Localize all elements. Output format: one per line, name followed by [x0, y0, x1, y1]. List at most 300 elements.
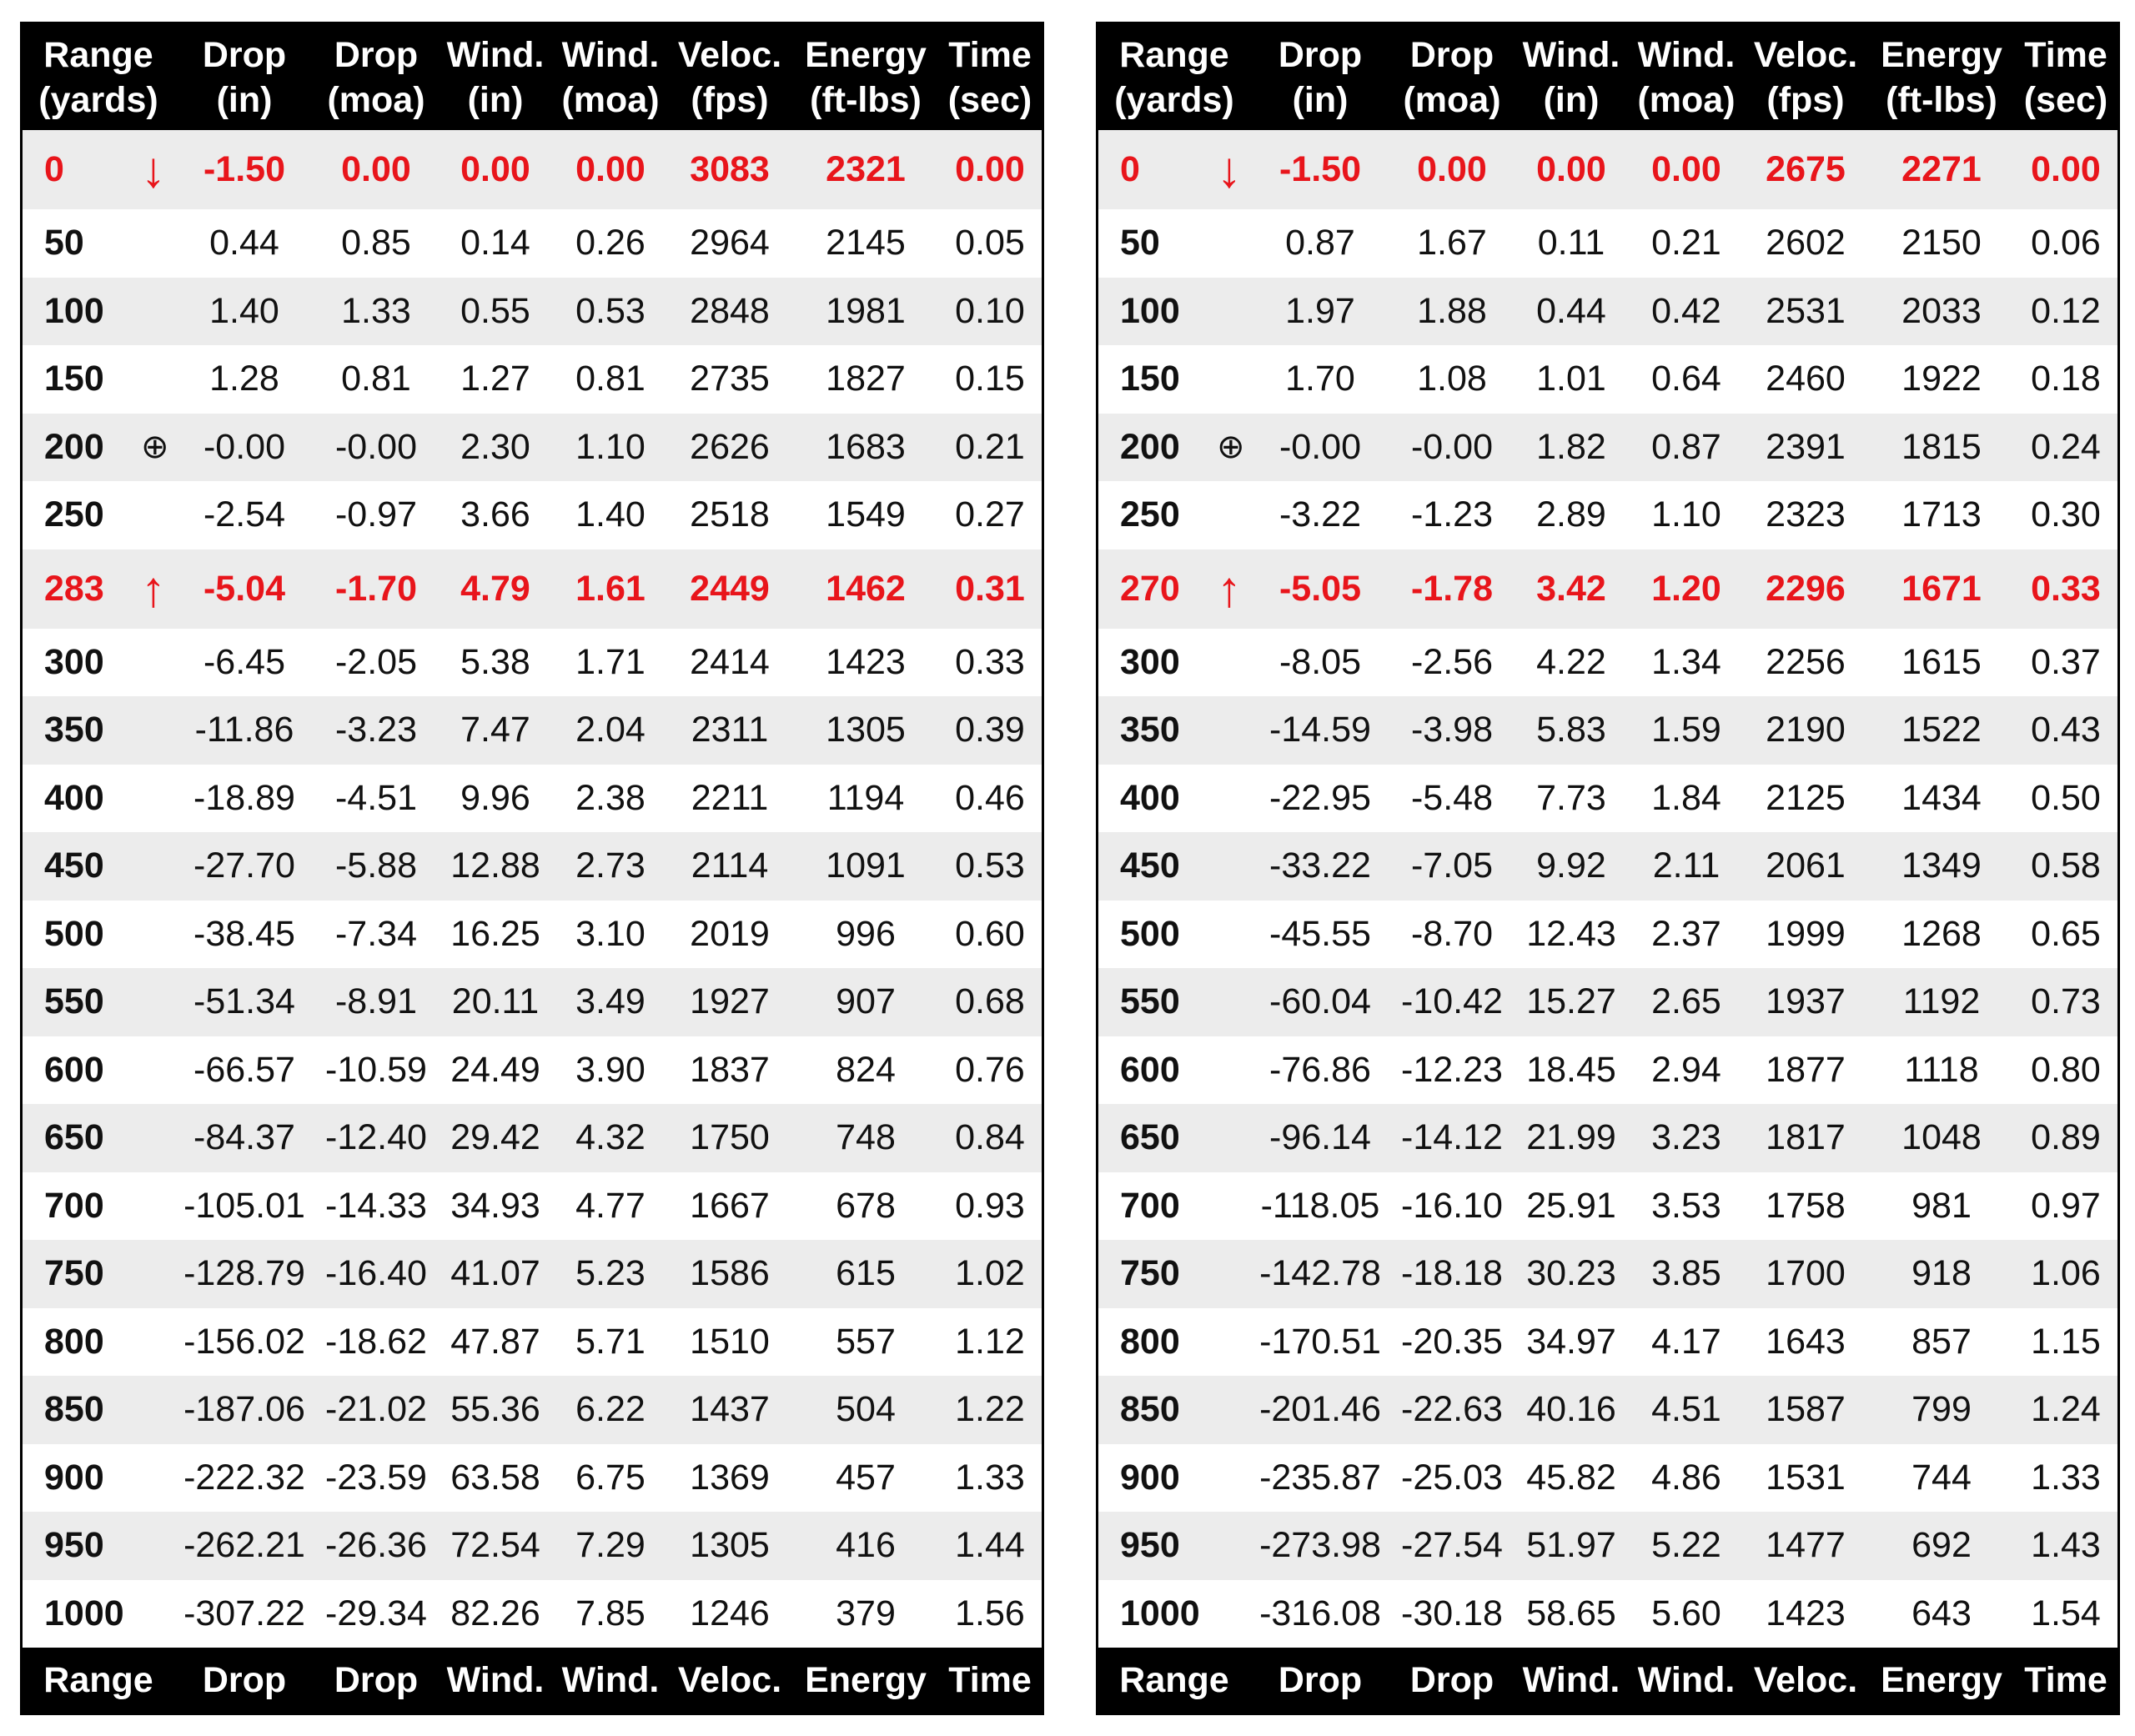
wind-in-cell: 12.43 [1526, 913, 1616, 954]
wind-in-cell: 82.26 [450, 1593, 540, 1633]
table-body [1098, 130, 2117, 1648]
range-cell [1098, 1322, 1250, 1362]
energy-cell: 504 [836, 1389, 896, 1430]
velocity-cell: 1937 [1766, 981, 1846, 1022]
ballistics-table-right [1096, 22, 2120, 1715]
table-row [1098, 696, 2117, 765]
time-cell: 0.93 [955, 1185, 1025, 1226]
wind-moa-cell: 2.73 [575, 845, 646, 886]
arrow-down-icon: ↓ [141, 142, 166, 198]
range-value: 250 [44, 494, 104, 535]
table-row [1098, 832, 2117, 901]
table-row [23, 696, 1042, 765]
energy-cell: 1192 [1902, 981, 1981, 1022]
range-value: 450 [44, 845, 104, 886]
range-value: 400 [44, 777, 104, 818]
range-value: 950 [44, 1525, 104, 1566]
drop-in-cell: -14.59 [1269, 710, 1371, 750]
range-cell [1098, 1117, 1250, 1158]
column-header-line: Veloc. [1753, 34, 1858, 75]
wind-in-cell: 1.01 [1536, 359, 1606, 399]
drop-in-cell: -96.14 [1269, 1117, 1371, 1158]
range-value: 750 [44, 1253, 104, 1294]
column-header-line: (fps) [691, 79, 769, 120]
velocity-cell: 2190 [1766, 710, 1846, 750]
drop-moa-cell: -25.03 [1401, 1457, 1503, 1498]
velocity-cell: 1758 [1766, 1185, 1846, 1226]
time-cell: 1.56 [955, 1593, 1025, 1633]
energy-cell: 1815 [1901, 426, 1982, 467]
column-footer-velocity: Veloc. [1753, 1659, 1858, 1700]
range-value: 200 [44, 426, 104, 467]
wind-in-cell: 0.44 [1536, 290, 1606, 331]
arrow-up-icon: ↑ [141, 560, 166, 617]
wind-in-cell: 1.82 [1536, 426, 1606, 467]
column-header-range [23, 24, 174, 130]
range-cell [23, 1322, 174, 1362]
wind-moa-cell: 0.00 [1651, 149, 1721, 189]
column-header-line: (in) [1292, 79, 1349, 120]
column-header-line: Time [948, 34, 1032, 75]
drop-in-cell: -2.54 [203, 494, 285, 535]
time-cell: 1.33 [2031, 1457, 2101, 1498]
range-cell [23, 141, 174, 198]
time-cell: 0.31 [955, 568, 1025, 609]
wind-in-cell: 41.07 [450, 1253, 540, 1294]
column-footer-range: Range [1119, 1659, 1229, 1700]
table-row [23, 968, 1042, 1036]
drop-moa-cell: 0.85 [341, 223, 411, 263]
drop-in-cell: -316.08 [1259, 1593, 1381, 1633]
range-value: 700 [44, 1185, 104, 1226]
wind-in-cell: 2.89 [1536, 494, 1606, 535]
range-cell [1098, 1593, 1250, 1634]
column-header-line: (yards) [1114, 79, 1234, 120]
drop-moa-cell: 1.08 [1417, 359, 1487, 399]
table-row [1098, 130, 2117, 209]
drop-in-cell: -222.32 [183, 1457, 305, 1498]
wind-moa-cell: 3.90 [575, 1049, 646, 1090]
table-row [1098, 968, 2117, 1036]
wind-moa-cell: 1.40 [575, 494, 646, 535]
drop-moa-cell: -23.59 [325, 1457, 427, 1498]
range-cell [23, 1050, 174, 1091]
wind-in-cell: 0.00 [460, 149, 530, 189]
range-cell [23, 1117, 174, 1158]
velocity-cell: 2675 [1766, 149, 1846, 189]
wind-in-cell: 15.27 [1526, 981, 1616, 1022]
time-cell: 0.33 [2031, 568, 2101, 609]
drop-moa-cell: -5.48 [1410, 777, 1493, 818]
table-row [23, 1512, 1042, 1580]
wind-moa-cell: 2.38 [575, 777, 646, 818]
drop-in-cell: -118.05 [1260, 1185, 1380, 1226]
energy-cell: 1827 [826, 359, 906, 399]
drop-moa-cell: -2.56 [1410, 641, 1493, 682]
drop-in-cell: -60.04 [1269, 981, 1371, 1022]
drop-in-cell: -5.04 [203, 568, 285, 609]
drop-in-cell: -33.22 [1269, 845, 1371, 886]
time-cell: 0.73 [2031, 981, 2101, 1022]
drop-moa-cell: -4.51 [334, 777, 417, 818]
wind-in-cell: 45.82 [1526, 1457, 1616, 1498]
table-row [1098, 1376, 2117, 1444]
column-header-line: (moa) [561, 79, 660, 120]
table-row [1098, 1512, 2117, 1580]
drop-moa-cell: -0.00 [334, 426, 417, 467]
energy-cell: 379 [836, 1593, 896, 1633]
column-footer-drop-moa: Drop [1409, 1659, 1494, 1700]
drop-moa-cell: -29.34 [325, 1593, 427, 1633]
wind-in-cell: 4.22 [1536, 641, 1606, 682]
range-value: 600 [1120, 1049, 1180, 1090]
range-value: 300 [1120, 641, 1180, 682]
time-cell: 0.50 [2031, 777, 2101, 818]
time-cell: 0.21 [955, 426, 1025, 467]
time-cell: 1.33 [955, 1457, 1025, 1498]
column-header-line: Range [1119, 34, 1229, 75]
wind-in-cell: 18.45 [1526, 1049, 1616, 1090]
velocity-cell: 1437 [690, 1389, 770, 1430]
time-cell: 0.05 [955, 223, 1025, 263]
velocity-cell: 1750 [690, 1117, 770, 1158]
table-row [23, 1104, 1042, 1172]
velocity-cell: 1423 [1766, 1593, 1846, 1633]
time-cell: 0.37 [2031, 641, 2101, 682]
velocity-cell: 1531 [1766, 1457, 1846, 1498]
energy-cell: 1981 [826, 290, 906, 331]
drop-moa-cell: -5.88 [334, 845, 417, 886]
wind-in-cell: 9.92 [1536, 845, 1606, 886]
energy-cell: 981 [1911, 1185, 1972, 1226]
range-value: 800 [44, 1321, 104, 1362]
range-value: 270 [1120, 568, 1180, 609]
drop-moa-cell: -16.10 [1401, 1185, 1503, 1226]
time-cell: 0.65 [2031, 913, 2101, 954]
drop-in-cell: 1.97 [1285, 290, 1355, 331]
wind-in-cell: 0.11 [1537, 223, 1605, 263]
wind-moa-cell: 2.04 [575, 710, 646, 750]
wind-in-cell: 3.42 [1536, 568, 1606, 609]
drop-in-cell: -3.22 [1278, 494, 1361, 535]
wind-in-cell: 63.58 [450, 1457, 540, 1498]
table-row [1098, 1036, 2117, 1105]
range-value: 250 [1120, 494, 1180, 535]
wind-in-cell: 0.14 [460, 223, 530, 263]
table-row [1098, 209, 2117, 278]
column-footer-wind-in: Wind. [446, 1659, 545, 1700]
wind-in-cell: 4.79 [460, 568, 530, 609]
drop-in-cell: -187.06 [183, 1389, 305, 1430]
velocity-cell: 2518 [690, 494, 770, 535]
arrow-up-icon: ↑ [1217, 560, 1242, 617]
energy-cell: 1671 [1901, 568, 1982, 609]
energy-cell: 643 [1911, 1593, 1972, 1633]
range-value: 0 [44, 149, 64, 189]
table-row [23, 345, 1042, 414]
drop-in-cell: -11.86 [194, 710, 294, 750]
drop-in-cell: -18.89 [193, 777, 295, 818]
range-cell [1098, 1389, 1250, 1430]
velocity-cell: 2323 [1766, 494, 1846, 535]
range-value: 550 [1120, 981, 1180, 1022]
drop-in-cell: -170.51 [1259, 1321, 1381, 1362]
range-value: 300 [44, 641, 104, 682]
range-cell [1098, 981, 1250, 1022]
range-value: 50 [44, 223, 84, 263]
column-header-line: (in) [467, 79, 524, 120]
time-cell: 0.97 [2031, 1185, 2101, 1226]
wind-moa-cell: 1.20 [1651, 568, 1721, 609]
range-cell [23, 1458, 174, 1498]
wind-moa-cell: 0.42 [1651, 290, 1721, 331]
time-cell: 0.12 [2031, 290, 2101, 331]
table-row [23, 832, 1042, 901]
energy-cell: 2145 [826, 223, 906, 263]
table-row [1098, 1172, 2117, 1241]
column-header-line: (moa) [1403, 79, 1501, 120]
wind-moa-cell: 5.71 [575, 1321, 646, 1362]
wind-moa-cell: 6.22 [575, 1389, 646, 1430]
table-row [23, 481, 1042, 549]
range-value: 500 [1120, 913, 1180, 954]
wind-moa-cell: 1.10 [575, 426, 646, 467]
drop-moa-cell: -14.33 [325, 1185, 427, 1226]
drop-moa-cell: -16.40 [325, 1253, 427, 1294]
table-row [1098, 1580, 2117, 1648]
energy-cell: 2033 [1901, 290, 1982, 331]
range-cell [1098, 778, 1250, 819]
range-value: 150 [1120, 359, 1180, 399]
column-header-wind-in [1514, 24, 1629, 130]
column-header-line: Wind. [1522, 34, 1620, 75]
column-footer-wind-moa: Wind. [561, 1659, 660, 1700]
drop-in-cell: -8.05 [1278, 641, 1361, 682]
table-row [23, 1240, 1042, 1308]
drop-moa-cell: -21.02 [325, 1389, 427, 1430]
time-cell: 0.00 [955, 149, 1025, 189]
range-cell [23, 1593, 174, 1634]
range-value: 100 [44, 290, 104, 331]
wind-moa-cell: 0.00 [575, 149, 646, 189]
energy-cell: 907 [836, 981, 896, 1022]
drop-in-cell: -156.02 [183, 1321, 305, 1362]
column-footer-time: Time [948, 1659, 1032, 1700]
velocity-cell: 2114 [691, 845, 769, 886]
wind-in-cell: 12.88 [450, 845, 540, 886]
range-cell [23, 291, 174, 332]
range-cell [1098, 223, 1250, 263]
range-value: 0 [1120, 149, 1140, 189]
wind-moa-cell: 3.53 [1651, 1185, 1721, 1226]
column-footer-energy: Energy [805, 1659, 927, 1700]
velocity-cell: 2311 [691, 710, 769, 750]
table-row [23, 414, 1042, 482]
table-row [23, 1308, 1042, 1377]
time-cell: 0.60 [955, 913, 1025, 954]
velocity-cell: 2964 [690, 223, 770, 263]
drop-moa-cell: 1.88 [1417, 290, 1487, 331]
drop-in-cell: 1.70 [1285, 359, 1355, 399]
column-header-energy [1867, 24, 2016, 130]
column-header-line: (in) [1543, 79, 1600, 120]
velocity-cell: 1877 [1766, 1049, 1846, 1090]
velocity-cell: 1510 [690, 1321, 770, 1362]
time-cell: 0.15 [955, 359, 1025, 399]
range-value: 350 [44, 710, 104, 750]
table-row [1098, 901, 2117, 969]
range-value: 200 [1120, 426, 1180, 467]
wind-moa-cell: 3.23 [1651, 1117, 1721, 1158]
range-value: 900 [1120, 1457, 1180, 1498]
velocity-cell: 2125 [1766, 777, 1846, 818]
range-cell [1098, 560, 1250, 618]
drop-moa-cell: -0.97 [334, 494, 417, 535]
column-footer-energy: Energy [1881, 1659, 2002, 1700]
range-cell [1098, 1525, 1250, 1566]
wind-in-cell: 47.87 [450, 1321, 540, 1362]
range-cell [1098, 1050, 1250, 1091]
time-cell: 0.24 [2031, 426, 2101, 467]
wind-in-cell: 7.73 [1536, 777, 1606, 818]
table-row [23, 629, 1042, 697]
velocity-cell: 2626 [690, 426, 770, 467]
wind-moa-cell: 3.49 [575, 981, 646, 1022]
drop-in-cell: -262.21 [183, 1525, 305, 1566]
table-row [23, 901, 1042, 969]
energy-cell: 748 [836, 1117, 896, 1158]
column-header-line: Energy [1881, 34, 2002, 75]
energy-cell: 799 [1911, 1389, 1972, 1430]
time-cell: 1.15 [2031, 1321, 2101, 1362]
wind-in-cell: 9.96 [460, 777, 530, 818]
range-cell [1098, 141, 1250, 198]
wind-moa-cell: 1.34 [1651, 641, 1721, 682]
energy-cell: 996 [836, 913, 896, 954]
wind-moa-cell: 4.17 [1651, 1321, 1721, 1362]
range-cell [23, 359, 174, 399]
drop-moa-cell: -26.36 [325, 1525, 427, 1566]
range-value: 900 [44, 1457, 104, 1498]
drop-moa-cell: 0.00 [1417, 149, 1487, 189]
time-cell: 0.39 [955, 710, 1025, 750]
column-header-line: (in) [216, 79, 273, 120]
range-cell [1098, 710, 1250, 750]
table-row [23, 130, 1042, 209]
wind-in-cell: 34.93 [450, 1185, 540, 1226]
ballistics-table-left [20, 22, 1044, 1715]
drop-moa-cell: 0.81 [341, 359, 411, 399]
velocity-cell: 1667 [690, 1185, 770, 1226]
time-cell: 0.84 [955, 1117, 1025, 1158]
wind-in-cell: 30.23 [1526, 1253, 1616, 1294]
velocity-cell: 2391 [1766, 426, 1846, 467]
range-cell [23, 427, 174, 468]
drop-moa-cell: -22.63 [1401, 1389, 1503, 1430]
drop-in-cell: -51.34 [193, 981, 295, 1022]
range-cell [23, 914, 174, 955]
time-cell: 0.68 [955, 981, 1025, 1022]
drop-moa-cell: -1.23 [1410, 494, 1493, 535]
column-header-velocity [1744, 24, 1867, 130]
drop-moa-cell: -7.34 [334, 913, 417, 954]
table-row [23, 1376, 1042, 1444]
table-row [23, 549, 1042, 629]
energy-cell: 1713 [1901, 494, 1982, 535]
drop-moa-cell: -18.62 [325, 1321, 427, 1362]
table-row [1098, 1104, 2117, 1172]
drop-moa-cell: -27.54 [1401, 1525, 1503, 1566]
energy-cell: 918 [1911, 1253, 1972, 1294]
column-header-line: Range [43, 34, 153, 75]
time-cell: 1.12 [955, 1321, 1025, 1362]
energy-cell: 457 [836, 1457, 896, 1498]
table-row [1098, 481, 2117, 549]
range-value: 650 [1120, 1117, 1180, 1158]
column-header-velocity [668, 24, 791, 130]
column-header-line: Drop [1278, 34, 1363, 75]
wind-moa-cell: 3.10 [575, 913, 646, 954]
range-cell [23, 1525, 174, 1566]
range-cell [1098, 494, 1250, 535]
drop-in-cell: 1.40 [209, 290, 279, 331]
drop-in-cell: 0.44 [209, 223, 279, 263]
column-header-wind-in [438, 24, 553, 130]
drop-in-cell: -142.78 [1259, 1253, 1381, 1294]
drop-moa-cell: -7.05 [1410, 845, 1493, 886]
wind-in-cell: 25.91 [1526, 1185, 1616, 1226]
time-cell: 0.06 [2031, 223, 2101, 263]
column-footer-wind-in: Wind. [1522, 1659, 1620, 1700]
column-footer-wind-moa: Wind. [1637, 1659, 1736, 1700]
range-value: 800 [1120, 1321, 1180, 1362]
velocity-cell: 2019 [690, 913, 770, 954]
energy-cell: 1522 [1901, 710, 1982, 750]
column-header-line: Drop [202, 34, 287, 75]
table-row [1098, 278, 2117, 346]
range-cell [1098, 1458, 1250, 1498]
energy-cell: 2150 [1901, 223, 1982, 263]
range-value: 850 [1120, 1389, 1180, 1430]
column-header-line: (ft-lbs) [810, 79, 922, 120]
column-header-line: Wind. [561, 34, 660, 75]
time-cell: 1.22 [955, 1389, 1025, 1430]
table-row [1098, 414, 2117, 482]
table-row [23, 209, 1042, 278]
drop-moa-cell: 1.67 [1417, 223, 1487, 263]
table-row [1098, 1308, 2117, 1377]
energy-cell: 1118 [1904, 1049, 1979, 1090]
energy-cell: 416 [836, 1525, 896, 1566]
range-cell [23, 494, 174, 535]
energy-cell: 1549 [826, 494, 906, 535]
drop-in-cell: -27.70 [193, 845, 295, 886]
wind-in-cell: 34.97 [1526, 1321, 1616, 1362]
velocity-cell: 2211 [691, 777, 769, 818]
energy-cell: 557 [836, 1321, 896, 1362]
column-header-line: (sec) [2023, 79, 2108, 120]
drop-in-cell: -273.98 [1259, 1525, 1381, 1566]
time-cell: 1.06 [2031, 1253, 2101, 1294]
range-value: 50 [1120, 223, 1160, 263]
drop-moa-cell: -0.00 [1410, 426, 1493, 467]
drop-moa-cell: -12.40 [325, 1117, 427, 1158]
wind-moa-cell: 1.59 [1651, 710, 1721, 750]
column-header-drop-in [1250, 24, 1390, 130]
energy-cell: 1423 [826, 641, 906, 682]
velocity-cell: 2735 [690, 359, 770, 399]
column-header-line: Veloc. [677, 34, 782, 75]
